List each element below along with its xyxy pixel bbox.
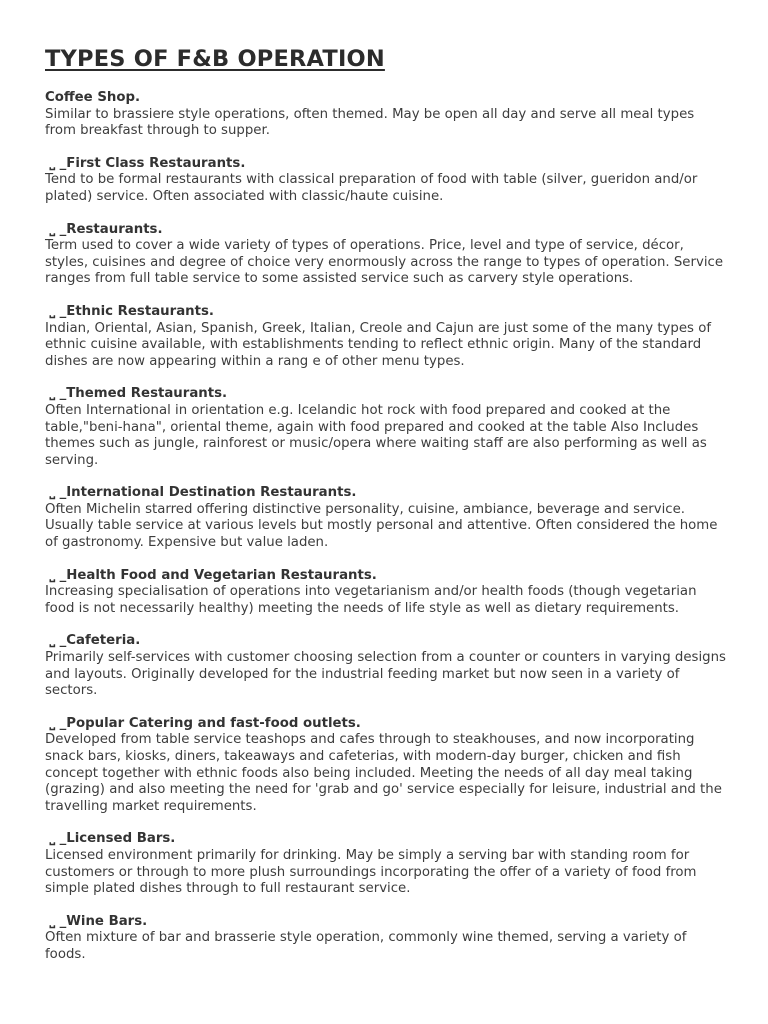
section-item bbox=[45, 222, 728, 288]
bullet-marker: ⎵ _ bbox=[45, 715, 67, 731]
bullet-marker: ⎵ _ bbox=[45, 221, 67, 237]
section-item bbox=[45, 156, 728, 206]
section-heading-text: Popular Catering and fast-food outlets. bbox=[66, 715, 361, 731]
section-heading-text: Themed Restaurants. bbox=[66, 386, 228, 402]
section-item bbox=[45, 831, 728, 897]
section-body: Term used to cover a wide variety of types of operations. Price, level and type of service, décor, styles, cuisines and degree of choice very enormously across the range to types of operation. Service ranges from full table service to some assisted service such as carvery style operations. bbox=[45, 238, 724, 287]
section-body: Often mixture of bar and brasserie style operation, commonly wine themed, serving a variety of foods. bbox=[45, 930, 687, 962]
section-heading bbox=[45, 716, 728, 733]
section-item bbox=[45, 485, 728, 551]
section-heading bbox=[45, 222, 728, 239]
section-heading bbox=[45, 90, 728, 107]
bullet-marker: ⎵ _ bbox=[45, 303, 67, 319]
section-item bbox=[45, 386, 728, 469]
section-heading bbox=[45, 633, 728, 650]
section-item bbox=[45, 90, 728, 140]
section-heading bbox=[45, 914, 728, 931]
section-heading-text: Wine Bars. bbox=[66, 913, 148, 929]
bullet-marker: ⎵ _ bbox=[45, 633, 67, 649]
section-heading bbox=[45, 485, 728, 502]
section-item bbox=[45, 716, 728, 816]
section-body: Often International in orientation e.g. Icelandic hot rock with food prepared and cooked at the table,"beni-hana", oriental theme, again with food prepared and cooked at the table Also Includes themes such as jungle, rainforest or music/opera where waiting staff are also performing as well as serving. bbox=[45, 402, 707, 468]
section-heading-text: First Class Restaurants. bbox=[66, 155, 246, 171]
section-body: Developed from table service teashops and cafes through to steakhouses, and now incorporating snack bars, kiosks, diners, takeaways and cafeterias, with modern-day burger, chicken and fish concept together with ethnic foods also being included. Meeting the needs of all day meal taking (grazing) and also meeting the need for 'grab and go' service especially for leisure, industrial and the travelling market requirements. bbox=[45, 732, 722, 814]
section-heading-text: Licensed Bars. bbox=[66, 831, 176, 847]
bullet-marker: ⎵ _ bbox=[45, 913, 67, 929]
section-item bbox=[45, 568, 728, 618]
section-body: Primarily self-services with customer choosing selection from a counter or counters in varying designs and layouts. Originally developed for the industrial feeding market but now seen in a variety of sectors. bbox=[45, 650, 726, 699]
document-title: TYPES OF F&B OPERATION bbox=[45, 46, 385, 72]
section-heading-text: International Destination Restaurants. bbox=[66, 485, 357, 501]
sections-container bbox=[45, 90, 728, 964]
section-item bbox=[45, 304, 728, 370]
section-heading bbox=[45, 831, 728, 848]
section-item bbox=[45, 633, 728, 699]
section-body: Tend to be formal restaurants with classical preparation of food with table (silver, gueridon and/or plated) service. Often associated with classic/haute cuisine. bbox=[45, 172, 698, 204]
bullet-marker: ⎵ _ bbox=[45, 831, 67, 847]
section-heading-text: Cafeteria. bbox=[66, 633, 141, 649]
bullet-marker: ⎵ _ bbox=[45, 386, 67, 402]
bullet-marker: ⎵ _ bbox=[45, 485, 67, 501]
section-body: Often Michelin starred offering distinctive personality, cuisine, ambiance, beverage and service. Usually table service at various levels but mostly personal and attentive. Often considered the home of gastronomy. Expensive but value laden. bbox=[45, 501, 718, 551]
section-heading-text: Ethnic Restaurants. bbox=[66, 303, 214, 319]
bullet-marker: ⎵ _ bbox=[45, 155, 67, 171]
section-body: Indian, Oriental, Asian, Spanish, Greek, Italian, Creole and Cajun are just some of the many types of ethnic cuisine available, with establishments tending to reflect ethnic origin. Many of the standard dishes are now appearing within a rang e of other menu types. bbox=[45, 320, 712, 369]
section-heading bbox=[45, 156, 728, 173]
section-heading-text: Restaurants. bbox=[66, 221, 163, 237]
section-heading bbox=[45, 304, 728, 321]
section-item bbox=[45, 914, 728, 964]
section-heading-text: Coffee Shop. bbox=[45, 90, 141, 105]
section-heading bbox=[45, 568, 728, 585]
section-heading-text: Health Food and Vegetarian Restaurants. bbox=[66, 567, 377, 583]
section-heading bbox=[45, 386, 728, 403]
section-body: Licensed environment primarily for drinking. May be simply a serving bar with standing room for customers or through to more plush surroundings incorporating the offer of a variety of food from simple plated dishes through to full restaurant service. bbox=[45, 847, 697, 897]
section-body: Increasing specialisation of operations into vegetarianism and/or health foods (though vegetarian food is not necessarily healthy) meeting the needs of life style as well as dietary requirements. bbox=[45, 584, 697, 616]
section-body: Similar to brassiere style operations, often themed. May be open all day and serve all meal types from breakfast through to supper. bbox=[45, 106, 695, 139]
bullet-marker: ⎵ _ bbox=[45, 567, 67, 583]
